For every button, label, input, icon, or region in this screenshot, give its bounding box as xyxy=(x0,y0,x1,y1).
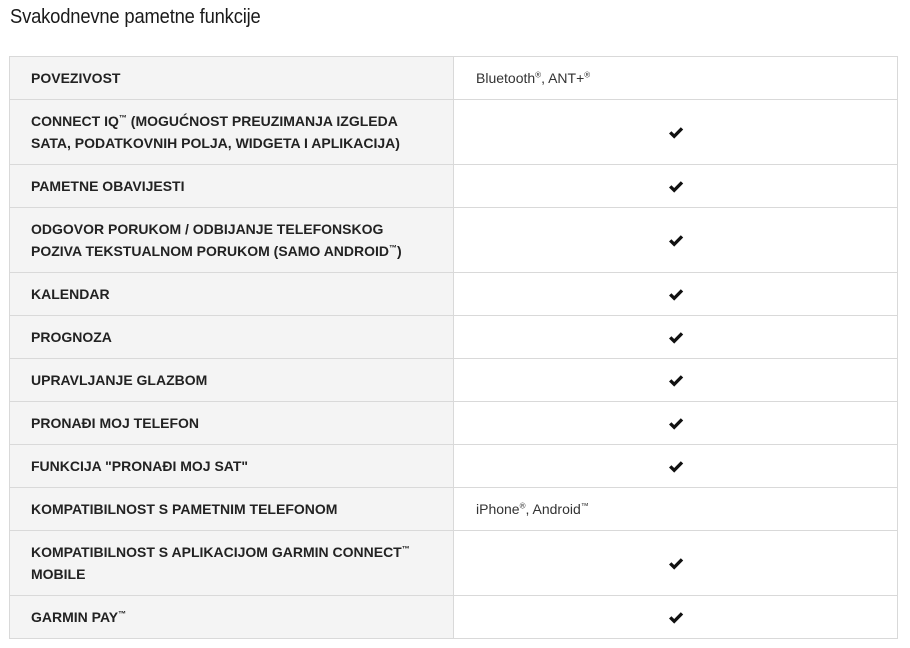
table-row xyxy=(10,531,898,596)
feature-value: Bluetooth®, ANT+® xyxy=(454,57,898,100)
feature-label: FUNKCIJA "PRONAĐI MOJ SAT" xyxy=(10,445,454,488)
feature-value xyxy=(454,208,898,273)
table-row xyxy=(10,488,898,531)
feature-value xyxy=(454,316,898,359)
feature-value xyxy=(454,100,898,165)
table-row xyxy=(10,273,898,316)
checkmark-icon xyxy=(668,557,684,571)
table-row xyxy=(10,359,898,402)
feature-label: PAMETNE OBAVIJESTI xyxy=(10,165,454,208)
table-row xyxy=(10,596,898,639)
table-row xyxy=(10,165,898,208)
feature-label: POVEZIVOST xyxy=(10,57,454,100)
checkmark-icon xyxy=(668,460,684,474)
feature-value xyxy=(454,596,898,639)
table-row xyxy=(10,445,898,488)
checkmark-icon xyxy=(668,180,684,194)
feature-value xyxy=(454,359,898,402)
feature-label: GARMIN PAY™ xyxy=(10,596,454,639)
feature-label: PRONAĐI MOJ TELEFON xyxy=(10,402,454,445)
feature-label: UPRAVLJANJE GLAZBOM xyxy=(10,359,454,402)
checkmark-icon xyxy=(668,331,684,345)
checkmark-icon xyxy=(668,611,684,625)
section-title: Svakodnevne pametne funkcije xyxy=(10,6,261,28)
table-row xyxy=(10,316,898,359)
checkmark-icon xyxy=(668,417,684,431)
checkmark-icon xyxy=(668,374,684,388)
table-row xyxy=(10,57,898,100)
feature-label: CONNECT IQ™ (MOGUĆNOST PREUZIMANJA IZGLEDA SATA, PODATKOVNIH POLJA, WIDGETA I APLIKACIJA) xyxy=(10,100,454,165)
feature-label: PROGNOZA xyxy=(10,316,454,359)
feature-label: KOMPATIBILNOST S PAMETNIM TELEFONOM xyxy=(10,488,454,531)
feature-value xyxy=(454,531,898,596)
feature-value xyxy=(454,273,898,316)
feature-value xyxy=(454,165,898,208)
table-row xyxy=(10,100,898,165)
feature-value: iPhone®, Android™ xyxy=(454,488,898,531)
checkmark-icon xyxy=(668,234,684,248)
table-row xyxy=(10,402,898,445)
feature-label: KALENDAR xyxy=(10,273,454,316)
feature-label: KOMPATIBILNOST S APLIKACIJOM GARMIN CONNECT™ MOBILE xyxy=(10,531,454,596)
features-table xyxy=(9,56,898,639)
feature-value xyxy=(454,402,898,445)
table-row xyxy=(10,208,898,273)
checkmark-icon xyxy=(668,288,684,302)
feature-value xyxy=(454,445,898,488)
checkmark-icon xyxy=(668,126,684,140)
feature-label: ODGOVOR PORUKOM / ODBIJANJE TELEFONSKOG POZIVA TEKSTUALNOM PORUKOM (SAMO ANDROID™) xyxy=(10,208,454,273)
